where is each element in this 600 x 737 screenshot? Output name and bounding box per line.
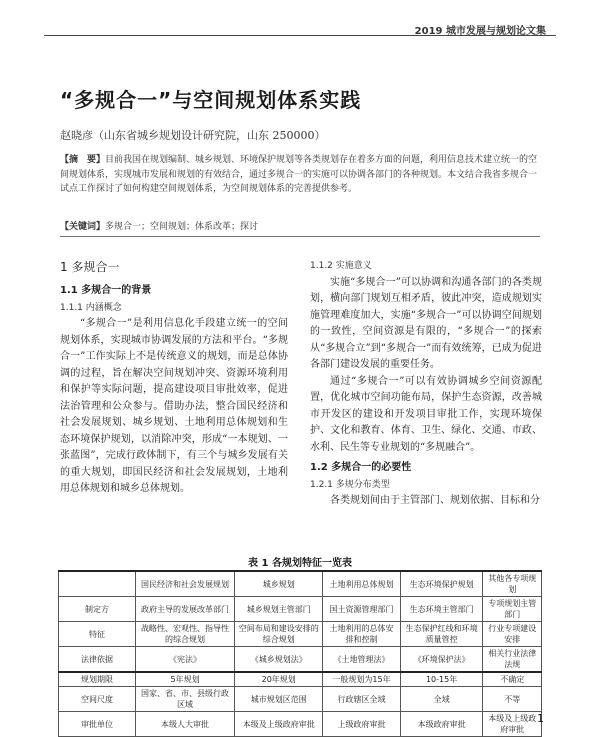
article-author: 赵晓彦（山东省城乡规划设计研究院，山东 250000）: [60, 129, 326, 142]
table-cell: 上级政府审批: [323, 712, 400, 737]
plan-features-table: [58, 570, 542, 737]
header-rule: [44, 35, 556, 36]
table-cell: 行政辖区全域: [323, 687, 400, 712]
table-cell: 本级及上级政府审批: [235, 712, 323, 737]
paragraph: 各类规划间由于主管部门、规划依据、目标和分: [330, 495, 540, 506]
table-cell: 法律依据: [59, 647, 136, 673]
right-column: [310, 258, 542, 510]
table-cell: 10-15年: [400, 672, 483, 687]
table-row: [59, 672, 542, 687]
table-caption: 表 1 各规划特征一览表: [248, 558, 352, 569]
table-cell: 《环境保护法》: [400, 647, 483, 673]
table-cell: 土地利用的总体安排和控制: [323, 622, 400, 647]
table-cell: 审批单位: [59, 712, 136, 737]
subsubsection-heading: 1.1.1 内涵概念: [60, 302, 122, 313]
section-heading: 1 多规合一: [60, 260, 120, 274]
table-header-cell: [59, 571, 136, 597]
table-cell: 行业专项建设安排: [483, 622, 542, 647]
keywords-text: 多规合一；空间规划；体系改革；探讨: [105, 222, 259, 232]
table-cell: 特征: [59, 622, 136, 647]
table-cell: 专项规划主管部门: [483, 597, 542, 622]
section-divider: [60, 236, 540, 237]
paragraph: 实施“多规合一”可以协调和沟通各部门的各类规划，横向部门规划互相矛盾，彼此冲突，造成规划实施管理难度加大，实施“多规合一”可以协调空间规划的一致性，空间资源是有限的，“多规合一”的探索从“多规合立”到“多规合一”而有效统筹，已成为促进各部门建设发展的重要任务。: [310, 276, 542, 370]
table-row: [59, 712, 542, 737]
table-cell: 相关行业法律法规: [483, 647, 542, 673]
table-cell: 城市规划区范围: [235, 687, 323, 712]
article-title: “多规合一”与空间规划体系实践: [60, 88, 362, 112]
table-cell: 本级及上级政府审批: [483, 712, 542, 737]
table-cell: 全域: [400, 687, 483, 712]
page-number: 1: [537, 712, 544, 725]
table-cell: 国土资源管理部门: [323, 597, 400, 622]
table-cell: 制定方: [59, 597, 136, 622]
table-cell: 本级政府审批: [400, 712, 483, 737]
keywords-label: 【关键词】: [60, 222, 106, 232]
journal-header: 2019 城市发展与规划论文集: [414, 26, 546, 37]
subsection-heading: 1.2 多规合一的必要性: [310, 462, 412, 473]
table-header-row: [59, 571, 542, 597]
table-cell: 生态保护红线和环境质量管控: [400, 622, 483, 647]
table-cell: 国家、省、市、县级行政区域: [136, 687, 235, 712]
paragraph: 通过“多规合一”可以有效协调城乡空间资源配置，优化城市空间功能布局，保护生态资源，改善城市开发区的建设和开发项目审批工作，实现环境保护、文化和教育、体育、卫生、绿化、交通、市政、水利、民生等专业规划的“多规融合”。: [310, 375, 542, 453]
keywords: [60, 219, 538, 232]
table-header-cell: 城乡规划: [235, 571, 323, 597]
table-row: [59, 622, 542, 647]
table-row: [59, 597, 542, 622]
table-cell: 5年规划: [136, 672, 235, 687]
table-cell: 一般规划为15年: [323, 672, 400, 687]
left-column: [60, 258, 288, 498]
abstract-label: 【摘 要】: [60, 155, 106, 165]
table-row: [59, 687, 542, 712]
table-cell: 生态环境主管部门: [400, 597, 483, 622]
table-cell: 20年规划: [235, 672, 323, 687]
table-header-cell: 土地利用总体规划: [323, 571, 400, 597]
table-cell: 规划期限: [59, 672, 136, 687]
abstract-text: 目前我国在规划编制、城乡规划、环境保护规划等各类规划存在着多方面的问题，利用信息技术建立统一的空间规划体系，实现城市发展和规划的有效结合，通过多规合一的实施可以协调各部门的各种规划。本文结合我省多规合一试点工作探讨了如何构建空间规划体系，为空间规划体系的完善提供参考。: [60, 155, 538, 194]
table-cell: 本级人大审批: [136, 712, 235, 737]
table-cell: 空间布局和建设安排的综合规划: [235, 622, 323, 647]
table-header-cell: 其他各专项规划: [483, 571, 542, 597]
table-cell: 战略性、宏观性、指导性的综合规划: [136, 622, 235, 647]
table-cell: 《宪法》: [136, 647, 235, 673]
table-row: [59, 647, 542, 673]
paragraph: “多规合一”是利用信息化手段建立统一的空间规划体系，实现城市协调发展的方法和平台。“多规合一”工作实际上不是传统意义的规划，而是总体协调的过程，旨在解决空间规划冲突、资源环境利用和保护等实际问题，提高建设项目审批效率，促进法治管理和公众参与。借助办法，整合国民经济和社会发展规划、城乡规划、土地利用总体规划和生态环境保护规划，以消除冲突，形成“一本规划、一张蓝图”，完成行政体制下，有三个与城乡发展有关的重大规划，即国民经济和社会发展规划，土地利用总体规划和城乡总体规划。: [60, 318, 288, 494]
abstract: [60, 153, 538, 197]
table-cell: 城乡规划主管部门: [235, 597, 323, 622]
subsection-heading: 1.1 多规合一的背景: [60, 285, 152, 296]
table-cell: 《土地管理法》: [323, 647, 400, 673]
subsubsection-heading: 1.1.2 实施意义: [310, 261, 372, 271]
subsubsection-heading: 1.2.1 多规分布类型: [310, 479, 390, 490]
table-cell: 政府主导的发展改革部门: [136, 597, 235, 622]
table-cell: 《城乡规划法》: [235, 647, 323, 673]
table-header-cell: 国民经济和社会发展规划: [136, 571, 235, 597]
table-cell: 不等: [483, 687, 542, 712]
table-header-cell: 生态环境保护规划: [400, 571, 483, 597]
table-cell: 空间尺度: [59, 687, 136, 712]
table-cell: 不确定: [483, 672, 542, 687]
